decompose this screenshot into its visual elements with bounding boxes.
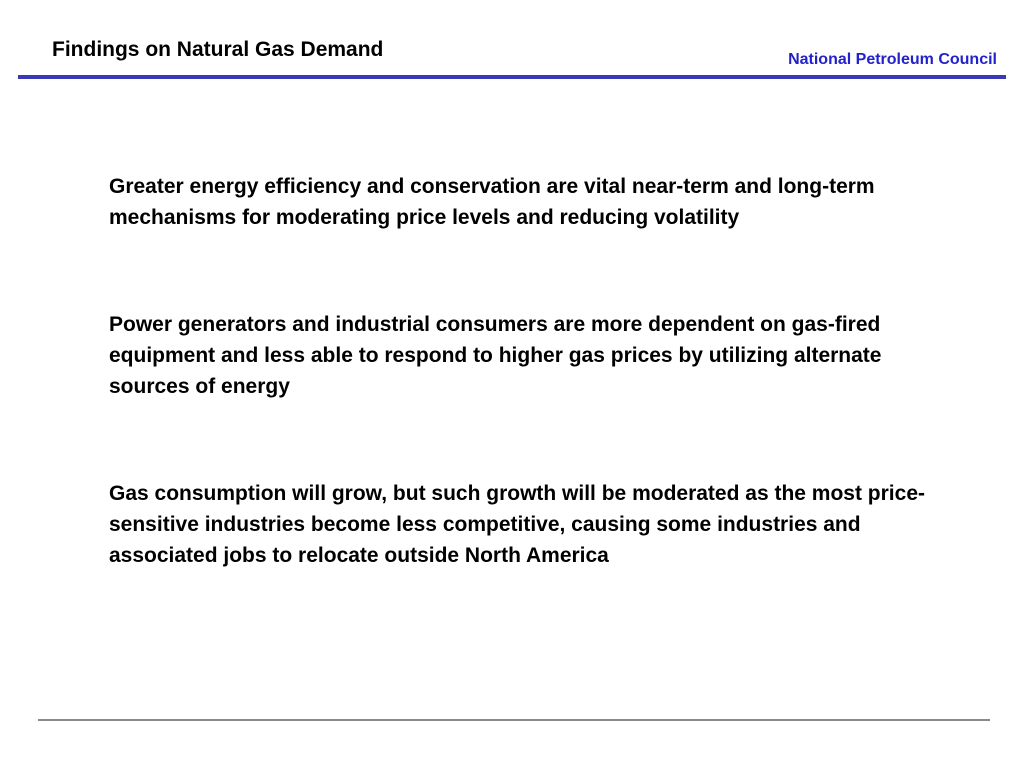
findings-list <box>109 171 939 571</box>
finding-paragraph: Power generators and industrial consumers are more dependent on gas-fired equipment and less able to respond to higher gas prices by utilizing alternate sources of energy <box>109 313 882 398</box>
header-divider <box>18 75 1006 79</box>
organization-name: National Petroleum Council <box>788 51 997 68</box>
slide-title: Findings on Natural Gas Demand <box>52 38 384 61</box>
finding-paragraph: Greater energy efficiency and conservation are vital near-term and long-term mechanisms for moderating price levels and reducing volatility <box>109 175 875 229</box>
finding-paragraph: Gas consumption will grow, but such growth will be moderated as the most price-sensitive industries become less competitive, causing some industries and associated jobs to relocate outside North America <box>109 482 925 567</box>
footer-divider <box>38 719 990 721</box>
